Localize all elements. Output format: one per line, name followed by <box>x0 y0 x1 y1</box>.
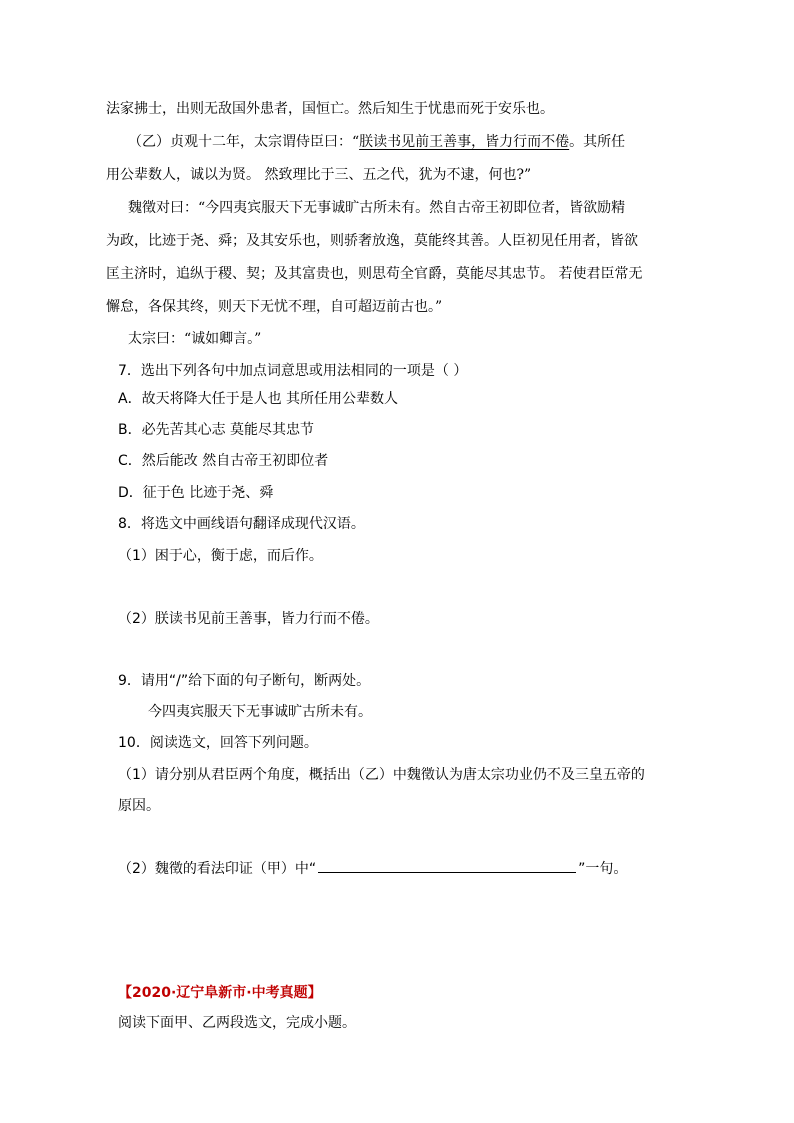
q7-option-b: B．必先苦其心志 莫能尽其忠节 <box>118 422 315 438</box>
passage-line-6: 匡主济时，追纵于稷、契；及其富贵也，则思苟全官爵，莫能尽其忠节。 若使君臣常无 <box>106 266 643 282</box>
q10-sub-1-line-1: （1）请分别从君臣两个角度，概括出（乙）中魏徵认为唐太宗功业仍不及三皇五帝的 <box>118 767 645 783</box>
q7-option-c: C．然后能改 然自古帝王初即位者 <box>118 453 329 469</box>
answer-blank[interactable] <box>318 860 576 873</box>
passage-line-8: 太宗曰：“诚如卿言。” <box>128 331 262 347</box>
q10-sub-2-post: ”一句。 <box>578 861 628 877</box>
q10-stem: 10．阅读选文，回答下列问题。 <box>118 735 318 751</box>
passage-line-2-post: 。其所任 <box>569 134 626 150</box>
q7-option-d: D．征于色 比迹于尧、舜 <box>118 485 274 501</box>
q10-sub-2 <box>118 860 627 876</box>
q7-option-a: A．故天将降大任于是人也 其所任用公辈数人 <box>118 391 399 407</box>
q10-sub-2-pre: （2）魏徵的看法印证（甲）中“ <box>118 861 317 877</box>
passage-line-1: 法家拂士，出则无敌国外患者，国恒亡。然后知生于忧患而死于安乐也。 <box>106 101 554 117</box>
q7-stem: 7．选出下列各句中加点词意思或用法相同的一项是（ ） <box>118 363 468 379</box>
q8-stem: 8．将选文中画线语句翻译成现代汉语。 <box>118 516 365 532</box>
passage-line-4: 魏徵对曰：“今四夷宾服天下无事诚旷古所未有。然自古帝王初即位者，皆欲励精 <box>128 200 626 216</box>
section-intro: 阅读下面甲、乙两段选文，完成小题。 <box>118 1015 356 1031</box>
underlined-sentence: 朕读书见前王善事，皆力行而不倦 <box>359 134 570 150</box>
q8-sub-2: （2）朕读书见前王善事，皆力行而不倦。 <box>118 611 379 627</box>
passage-line-7: 懈怠，各保其终，则天下无忧不理，自可超迈前古也。” <box>106 299 443 315</box>
q10-sub-1-line-2: 原因。 <box>118 798 160 814</box>
q9-sentence: 今四夷宾服天下无事诚旷古所未有。 <box>148 704 372 720</box>
q9-stem: 9．请用“/”给下面的句子断句，断两处。 <box>118 673 371 689</box>
q8-sub-1: （1）困于心，衡于虑，而后作。 <box>118 548 323 564</box>
source-label: 【2020·辽宁阜新市·中考真题】 <box>118 985 322 1001</box>
passage-line-2-pre: （乙）贞观十二年，太宗谓侍臣曰：“ <box>128 134 360 150</box>
passage-line-3: 用公辈数人，诚以为贤。 然致理比于三、五之代，犹为不逮，何也?” <box>106 167 532 183</box>
passage-line-2 <box>128 135 625 149</box>
passage-line-5: 为政，比迹于尧、舜；及其安乐也，则骄奢放逸，莫能终其善。人臣初见任用者，皆欲 <box>106 233 638 249</box>
